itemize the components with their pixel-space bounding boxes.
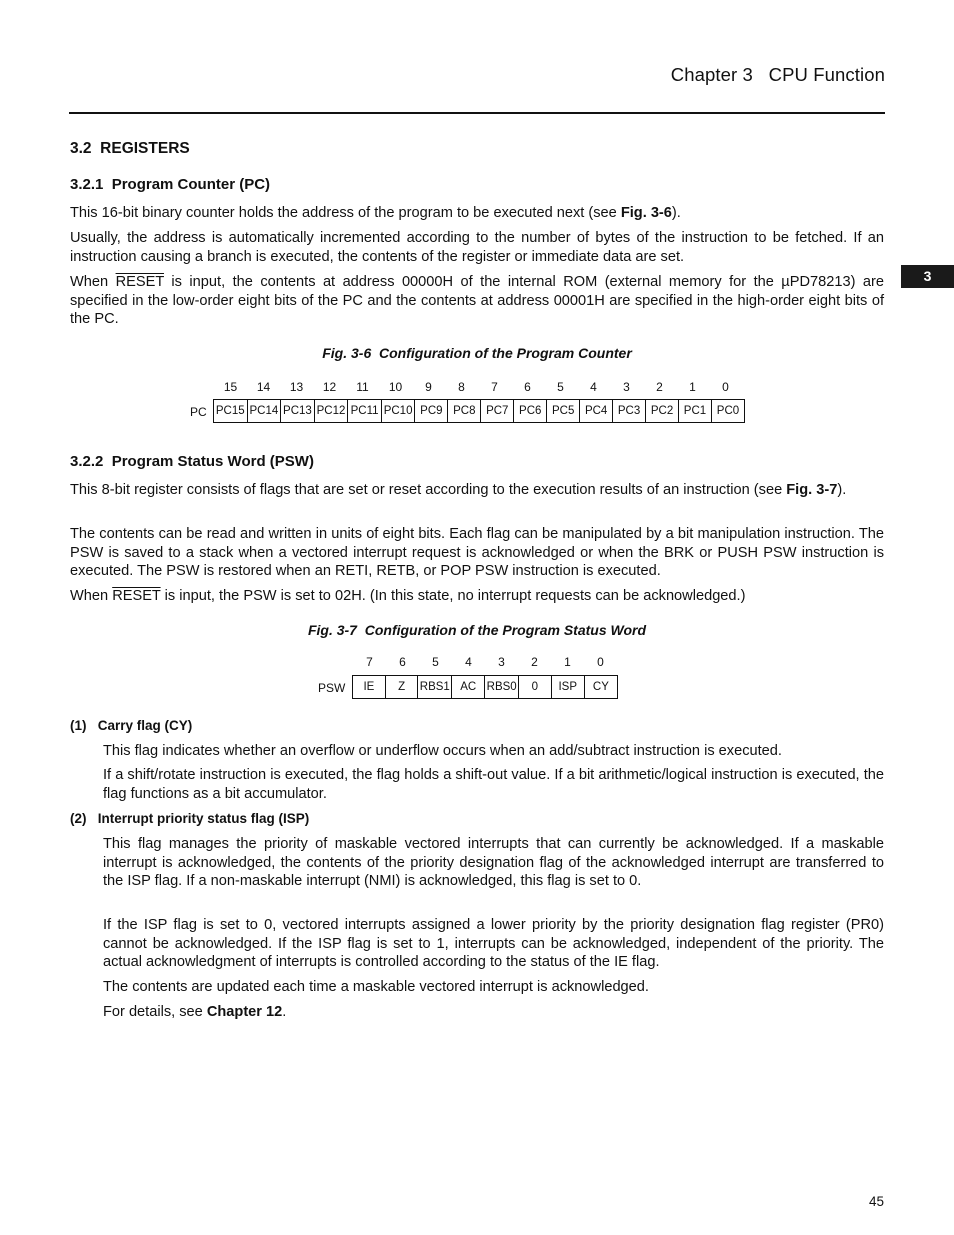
psw-bit-number: 7 <box>366 655 373 669</box>
psw-p3-end: is input, the PSW is set to 02H. (In this state, no interrupt requests can be acknowledged.) <box>160 588 746 604</box>
pc-bit-number: 0 <box>722 380 729 394</box>
psw-bit-number: 6 <box>399 655 406 669</box>
psw-bit-cell: RBS0 <box>485 676 519 699</box>
isp-paragraph-1: This flag manages the priority of maskable vectored interrupts that can currently be acknowledged. If a maskable interrupt is acknowledged, the contents of the priority designation flag of the acknowledged interrupt are transferred to the ISP flag. If a non-maskable interrupt (NMI) is acknowledged, this flag is set to 0. <box>103 836 884 890</box>
pc-p1-end: ). <box>671 205 681 221</box>
pc-p1-text: This 16-bit binary counter holds the address of the program to be executed next (see <box>70 205 621 221</box>
pc-bit-cell: PC11 <box>348 400 382 423</box>
psw-p1-text: This 8-bit register consists of flags that are set or reset according to the execution results of an instruction (see <box>70 482 787 498</box>
isp-p4-end: . <box>282 1004 287 1020</box>
isp-paragraph-2: If the ISP flag is set to 0, vectored interrupts assigned a lower priority by the priority designation flag register (PR0) cannot be acknowledged. If the ISP flag is set to 1, interrupts can be acknowledged, independent of the priority. The actual acknowledgment of interrupts is controlled according to the status of the IE flag. <box>103 917 884 971</box>
psw-paragraph-1 <box>70 481 884 500</box>
pc-bit-number: 6 <box>524 380 531 394</box>
psw-bit-number: 5 <box>432 655 439 669</box>
psw-fig-ref: Fig. 3-7 <box>786 482 838 498</box>
isp-paragraph-3: The contents are updated each time a maskable vectored interrupt is acknowledged. <box>103 979 649 995</box>
pc-p3-text: When <box>70 274 116 290</box>
cy-paragraph-1: This flag indicates whether an overflow or underflow occurs when an add/subtract instruction is executed. <box>103 743 782 759</box>
pc-bit-number: 5 <box>557 380 564 394</box>
reset-signal: RESET <box>115 274 164 290</box>
pc-bit-cell: PC6 <box>514 400 547 423</box>
psw-bit-cell: Z <box>385 676 418 699</box>
pc-bit-number: 7 <box>491 380 498 394</box>
header-rule <box>69 112 885 114</box>
pc-bit-cell: PC3 <box>613 400 646 423</box>
psw-paragraph-2: The contents can be read and written in units of eight bits. Each flag can be manipulated by a bit manipulation instruction. The PSW is saved to a stack when a vectored interrupt request is acknowledged or when the BRK or PUSH PSW instruction is executed. The PSW is restored when an RETI, RETB, or POP PSW instruction is executed. <box>70 526 884 580</box>
chapter-ref: Chapter 12 <box>206 1004 283 1020</box>
fig-3-7-caption: Fig. 3-7 Configuration of the Program Status Word <box>307 622 647 638</box>
page-number: 45 <box>868 1194 884 1209</box>
psw-p3-text: When <box>70 588 113 604</box>
chapter-header: Chapter 3 CPU Function <box>670 64 885 85</box>
pc-register-label: PC <box>190 405 207 419</box>
fig-3-6-caption: Fig. 3-6 Configuration of the Program Counter <box>322 345 632 361</box>
pc-paragraph-2: Usually, the address is automatically incremented according to the number of bytes of the instruction to be fetched. If an instruction causing a branch is executed, the contents of the register or immediate data are set. <box>70 230 884 265</box>
psw-bit-number: 1 <box>564 655 571 669</box>
isp-paragraph-4 <box>103 1003 884 1022</box>
isp-p4-text: For details, see <box>103 1004 207 1020</box>
pc-bit-number: 10 <box>388 380 403 394</box>
psw-p1-end: ). <box>837 482 847 498</box>
pc-bit-numbers <box>214 380 745 396</box>
psw-bit-cell: RBS1 <box>418 676 452 699</box>
pc-p3-end: is input, the contents at address 00000H of the internal ROM (external memory for the µPD78213) are specified in the low-order eight bits of the PC and the contents at address 00001H are specified in the high-order eight bits of the PC. <box>70 274 884 328</box>
pc-subsection-title: 3.2.1 Program Counter (PC) <box>70 176 271 193</box>
pc-bit-cell: PC0 <box>711 400 744 423</box>
psw-bit-number: 0 <box>597 655 604 669</box>
pc-bit-cell: PC7 <box>481 400 514 423</box>
pc-bit-cell: PC13 <box>281 400 315 423</box>
psw-bit-number: 2 <box>531 655 538 669</box>
section-title: 3.2 REGISTERS <box>70 140 190 157</box>
psw-bit-number: 3 <box>498 655 505 669</box>
pc-bit-number: 11 <box>356 380 369 394</box>
psw-bit-cell: ISP <box>551 676 584 699</box>
pc-bit-cell: PC8 <box>448 400 481 423</box>
pc-bit-number: 4 <box>590 380 597 394</box>
pc-bit-number: 15 <box>223 380 238 394</box>
chapter-tab: 3 <box>901 265 954 288</box>
pc-bit-number: 8 <box>458 380 465 394</box>
pc-bit-number: 12 <box>322 380 337 394</box>
isp-title: (2) Interrupt priority status flag (ISP) <box>70 811 310 826</box>
pc-bit-cell: PC10 <box>381 400 415 423</box>
pc-bit-number: 14 <box>256 380 271 394</box>
psw-bit-numbers <box>353 655 618 671</box>
pc-paragraph-1 <box>70 204 884 223</box>
psw-bit-cell: CY <box>584 676 617 699</box>
pc-bit-number: 3 <box>623 380 630 394</box>
pc-bit-number: 13 <box>289 380 304 394</box>
pc-bit-number: 2 <box>656 380 663 394</box>
pc-bit-cell: PC14 <box>247 400 281 423</box>
reset-signal: RESET <box>112 588 161 604</box>
pc-fig-ref: Fig. 3-6 <box>620 205 672 221</box>
psw-bit-cell: IE <box>353 676 386 699</box>
cy-paragraph-2: If a shift/rotate instruction is executed, the flag holds a shift-out value. If a bit arithmetic/logical instruction is executed, the flag functions as a bit accumulator. <box>103 767 884 802</box>
cy-title: (1) Carry flag (CY) <box>70 718 193 733</box>
psw-register-label: PSW <box>318 681 346 695</box>
psw-bit-cell: 0 <box>519 676 552 699</box>
pc-paragraph-3 <box>70 273 884 329</box>
pc-bit-cell: PC4 <box>580 400 613 423</box>
pc-bit-cell: PC5 <box>547 400 580 423</box>
psw-bit-cell: AC <box>452 676 485 699</box>
pc-bit-number: 1 <box>689 380 696 394</box>
pc-bit-number: 9 <box>425 380 432 394</box>
psw-paragraph-3 <box>70 587 884 606</box>
psw-register-diagram <box>352 675 618 699</box>
psw-bit-number: 4 <box>465 655 472 669</box>
psw-subsection-title: 3.2.2 Program Status Word (PSW) <box>70 453 314 470</box>
pc-bit-cell: PC15 <box>214 400 248 423</box>
pc-register-diagram <box>213 399 745 423</box>
pc-bit-cell: PC9 <box>415 400 448 423</box>
pc-bit-cell: PC1 <box>679 400 712 423</box>
pc-bit-cell: PC2 <box>646 400 679 423</box>
pc-bit-cell: PC12 <box>314 400 348 423</box>
